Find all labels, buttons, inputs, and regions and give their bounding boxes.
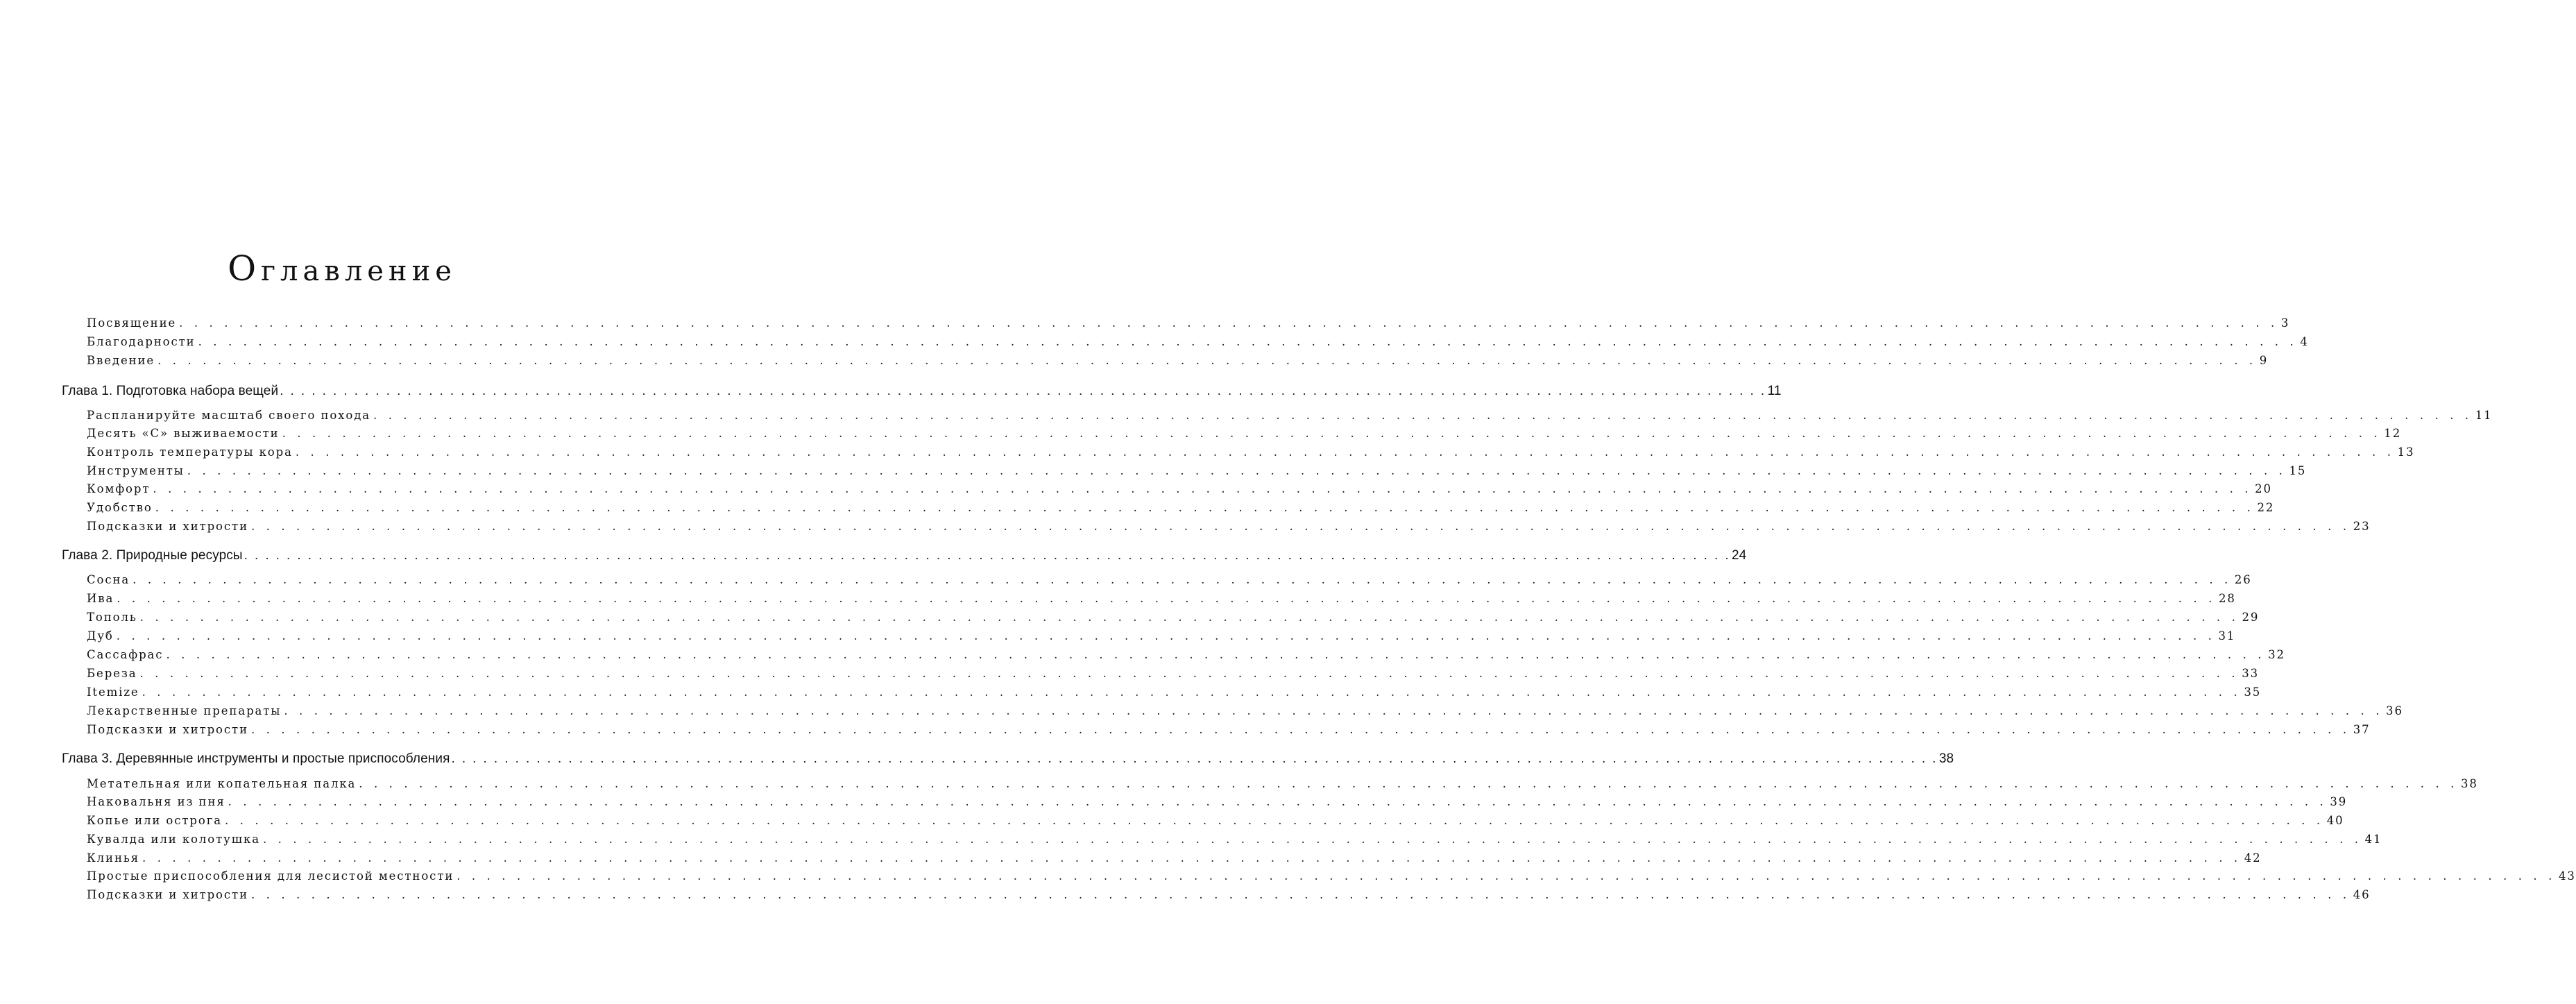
toc-entry[interactable] [87,795,2348,812]
toc-entry-page-number: 13 [2397,445,2415,459]
toc-entry-page-number: 32 [2268,648,2285,661]
toc-title-initial: О [228,248,262,289]
toc-entry-label: Береза [87,667,137,680]
dot-leader: . . . . . . . . . . . . . . . . . . . . . . . . . . . . . . . . . . . . . . . . . . . . . . . . . . . . . . . . . . . . . . . . . . . . . . . . . . . . . . . . . . . . . . . . . . . . . . . . . . . . . . . . . . . . . . . . . . . . . . . . . . . . . . . . . . . . . . . . . . . . [250,888,2351,901]
dot-leader: . . . . . . . . . . . . . . . . . . . . . . . . . . . . . . . . . . . . . . . . . . . . . . . . . . . . . . . . . . . . . . . . . . . . . . . . . . . . . . . . . . . . . . . . . . . . . . . . . . . . . . . . . . . . . . . . . . . . . . . . . . . . . . . . . . . . . . . . . . . . [153,482,2253,495]
dot-leader: . . . . . . . . . . . . . . . . . . . . . . . . . . . . . . . . . . . . . . . . . . . . . . . . . . . . . . . . . . . . . . . . . . . . . . . . . . . . . . . . . . . . . . . . . . . . . . . . . . . . . . . . . . . . . . . . . . . . . . . . . . . . . . . . . . . . . . . . . . . . [228,795,2328,808]
dot-leader: . . . . . . . . . . . . . . . . . . . . . . . . . . . . . . . . . . . . . . . . . . . . . . . . . . . . . . . . . . . . . . . . . . . . . . . . . . . . . . . . . . . . . . . . . . . . . . . . . . . . . . . . . . . . . . . . . . . . . . . . . . . . . . . . . . . . . . . . . . . . [250,520,2351,533]
chapter-heading[interactable] [62,548,1747,568]
toc-entry[interactable] [87,648,2285,665]
toc-entry[interactable] [87,316,2290,333]
toc-entry[interactable] [87,869,2576,886]
toc-entry-label: Удобство [87,501,153,514]
toc-entry-label: Посвящение [87,316,177,330]
toc-entry-page-number: 15 [2289,464,2307,477]
toc-entry[interactable] [87,409,2493,425]
toc-entry[interactable] [87,814,2344,831]
dot-leader: . . . . . . . . . . . . . . . . . . . . . . . . . . . . . . . . . . . . . . . . . . . . . . . . . . . . . . . . . . . . . . . . . . . . . . . . . . . . . . . . . . . . . . . . . . . . . . . . . . . . . . . . . . . . . . . . . . . . . . . . . . . . . . . . . . . . . . . . . . . . [373,409,2473,422]
dot-leader: . . . . . . . . . . . . . . . . . . . . . . . . . . . . . . . . . . . . . . . . . . . . . . . . . . . . . . . . . . . . . . . . . . . . . . . . . . . . . . . . . . . . . . . . . . . . . . . . . . . . . . . . . . . . . . . . . . . . . . . . . . . . . . . . . . . . . . . . . . . . [359,777,2459,790]
dot-leader: . . . . . . . . . . . . . . . . . . . . . . . . . . . . . . . . . . . . . . . . . . . . . . . . . . . . . . . . . . . . . . . . . . . . . . . . . . . . . . . . . . . . . . . . . . . . . . . . . . . . . . . . . . . . . . . . . . . . . . . . . . . . . . . . . . . . . . . . . . . . [117,592,2216,605]
toc-entry-page-number: 36 [2386,704,2403,717]
toc-entry-page-number: 42 [2244,851,2262,865]
toc-entry[interactable] [87,723,2371,740]
toc-entry-page-number: 31 [2218,629,2236,643]
toc-entry-page-number: 23 [2353,520,2371,533]
toc-entry[interactable] [87,445,2415,462]
toc-entry-label: Сассафрас [87,648,164,661]
chapter-heading[interactable] [62,751,1954,771]
toc-entry-label: Сосна [87,573,130,586]
toc-entry-page-number: 9 [2259,354,2269,367]
toc-entry-label: Копье или острога [87,814,222,827]
toc-entry-label: Тополь [87,611,137,624]
toc-entry-page-number: 20 [2255,482,2272,495]
toc-entry-label: Десять «С» выживаемости [87,427,280,440]
dot-leader: . . . . . . . . . . . . . . . . . . . . . . . . . . . . . . . . . . . . . . . . . . . . . . . . . . . . . . . . . . . . . . . . . . . . . . . . . . . . . . . . . . . . . . . . . . . . . . . . . . . . . . . . . . . . . . . . . . . . . . . . . . . . . . . . . . . . . . . . . . . . [179,316,2278,330]
chapter-heading-label: Глава 3. Деревянные инструменты и простые приспособления [62,751,450,766]
toc-entry-label: Инструменты [87,464,185,477]
toc-entry-page-number: 38 [2461,777,2478,790]
dot-leader: . . . . . . . . . . . . . . . . . . . . . . . . . . . . . . . . . . . . . . . . . . . . . . . . . . . . . . . . . . . . . . . . . . . . . . . . . . . . . . . . . . . . . . . . . . . . . . . . . . . . . . . . . . . . . . . . . . . . . . . . . . . . . . . . . . . . . . . . . . . . [139,667,2240,680]
toc-entry-page-number: 43 [2558,869,2576,883]
toc-entry-page-number: 26 [2234,573,2252,586]
chapter-heading-page-number: 24 [1732,548,1747,563]
toc-entry-page-number: 35 [2244,686,2262,699]
chapter-heading[interactable] [62,384,1782,403]
chapter-heading-label: Глава 1. Подготовка набора вещей [62,384,279,398]
dot-leader: . . . . . . . . . . . . . . . . . . . . . . . . . . . . . . . . . . . . . . . . . . . . . . . . . . . . . . . . . . . . . . . . . . . . . . . . . . . . . . . . . . . . . . . . . . . . . . . . . . . . . . . . . . . . . . . . . . . . . . . . . . . . . . . . . . . . . . . . . . . . [295,445,2395,459]
toc-entry[interactable] [87,888,2371,905]
toc-entry-label: Подсказки и хитрости [87,888,248,901]
dot-leader: . . . . . . . . . . . . . . . . . . . . . . . . . . . . . . . . . . . . . . . . . . . . . . . . . . . . . . . . . . . . . . . . . . . . . . . . . . . . . . . . . . . . . . . . . . . . . . . . . . . . . . . . . . . . . . . . . . . . . . . . . . . . . . . . . . . . . . . . . . . . [155,501,2255,514]
toc-entry-label: Дуб [87,629,114,643]
toc-entry-page-number: 46 [2353,888,2371,901]
toc-entry[interactable] [87,501,2275,518]
dot-leader: . . . . . . . . . . . . . . . . . . . . . . . . . . . . . . . . . . . . . . . . . . . . . . . . . . . . . . . . . . . . . . . . . . . . . . . . . . . . . . . . . . . . . . . . . . . . . . . . . . . . . . . . . . . . . . . . . . . . . . . . . . . . . . . . . . . . . . . . . . . . [187,464,2287,477]
toc-entry[interactable] [87,851,2262,868]
toc-entry-page-number: 40 [2326,814,2344,827]
toc-entry-label: Простые приспособления для лесистой местности [87,869,454,883]
dot-leader: . . . . . . . . . . . . . . . . . . . . . . . . . . . . . . . . . . . . . . . . . . . . . . . . . . . . . . . . . . . . . . . . . . . . . . . . . . . . . . . . . . . . . . . . . . . . . . . . . . . . . . . . . . . . . . . . . . . . . . . . . . . . . . . . . . . . . . . . . . . . [282,427,2382,440]
toc-entry-label: Подсказки и хитрости [87,520,248,533]
toc-entry-label: Комфорт [87,482,151,495]
dot-leader: . . . . . . . . . . . . . . . . . . . . . . . . . . . . . . . . . . . . . . . . . . . . . . . . . . . . . . . . . . . . . . . . . . . . . . . . . . . . . . . . . . . . . . . . . . . . . . . . . . . . . . . . . . . . . . . . . . . . . . . . . . . . . . . . . . . . . . . . . . . . [198,335,2298,348]
dot-leader: . . . . . . . . . . . . . . . . . . . . . . . . . . . . . . . . . . . . . . . . . . . . . . . . . . . . . . . . . . . . . . . . . . . . . . . . . . . . . . . . . . . . . . . . . . . . . . . . . . . . . . . . . . . . . . . . . . . . . . . . . . . . . . . . . . . . . . . . . . . . [133,573,2232,586]
toc-entry[interactable] [87,335,2309,352]
toc-entry[interactable] [87,667,2259,683]
toc-entry[interactable] [87,833,2382,849]
toc-entry[interactable] [87,573,2252,590]
dot-leader: . . . . . . . . . . . . . . . . . . . . . . . . . . . . . . . . . . . . . . . . . . . . . . . . . . . . . . . . . . . . . . . . . . . . . . . . . . . . . . . . . . . . . . . . . . . . . . . . . . . . . . . . . . . . . . . . . . . . . . . . . . . . . . . . . . . . . . . . . . . . [262,833,2362,846]
toc-entry-label: Ива [87,592,114,605]
dot-leader: . . . . . . . . . . . . . . . . . . . . . . . . . . . . . . . . . . . . . . . . . . . . . . . . . . . . . . . . . . . . . . . . . . . . . . . . . . . . . . . . . . . . . . . . . . . . . . . . . . . . . . . . . . . . . . . . . . . . . . . . . . . . . . . . . . . . . . . . . . . . [451,751,1938,766]
chapter-heading-page-number: 11 [1767,384,1782,398]
toc-entry[interactable] [87,354,2269,371]
toc-entry[interactable] [87,520,2371,536]
dot-leader: . . . . . . . . . . . . . . . . . . . . . . . . . . . . . . . . . . . . . . . . . . . . . . . . . . . . . . . . . . . . . . . . . . . . . . . . . . . . . . . . . . . . . . . . . . . . . . . . . . . . . . . . . . . . . . . . . . . . . . . . . . . . . . . . . . . . . . . . . . . . [225,814,2324,827]
dot-leader: . . . . . . . . . . . . . . . . . . . . . . . . . . . . . . . . . . . . . . . . . . . . . . . . . . . . . . . . . . . . . . . . . . . . . . . . . . . . . . . . . . . . . . . . . . . . . . . . . . . . . . . . . . . . . . . . . . . . . . . . . . . . . . . . . . . . . . . . . . . . [139,611,2240,624]
toc-entry[interactable] [87,777,2478,794]
dot-leader: . . . . . . . . . . . . . . . . . . . . . . . . . . . . . . . . . . . . . . . . . . . . . . . . . . . . . . . . . . . . . . . . . . . . . . . . . . . . . . . . . . . . . . . . . . . . . . . . . . . . . . . . . . . . . . . . . . . . . . . . . . . . . . . . . . . . . . . . . . . . [280,384,1766,398]
dot-leader: . . . . . . . . . . . . . . . . . . . . . . . . . . . . . . . . . . . . . . . . . . . . . . . . . . . . . . . . . . . . . . . . . . . . . . . . . . . . . . . . . . . . . . . . . . . . . . . . . . . . . . . . . . . . . . . . . . . . . . . . . . . . . . . . . . . . . . . . . . . . [142,686,2242,699]
dot-leader: . . . . . . . . . . . . . . . . . . . . . . . . . . . . . . . . . . . . . . . . . . . . . . . . . . . . . . . . . . . . . . . . . . . . . . . . . . . . . . . . . . . . . . . . . . . . . . . . . . . . . . . . . . . . . . . . . . . . . . . . . . . . . . . . . . . . . . . . . . . . [457,869,2556,883]
toc-entry-label: Благодарности [87,335,196,348]
toc-entry-page-number: 29 [2242,611,2260,624]
toc-entry-page-number: 41 [2364,833,2382,846]
toc-entry[interactable] [87,611,2260,627]
toc-entry-page-number: 33 [2242,667,2259,680]
dot-leader: . . . . . . . . . . . . . . . . . . . . . . . . . . . . . . . . . . . . . . . . . . . . . . . . . . . . . . . . . . . . . . . . . . . . . . . . . . . . . . . . . . . . . . . . . . . . . . . . . . . . . . . . . . . . . . . . . . . . . . . . . . . . . . . . . . . . . . . . . . . . [166,648,2266,661]
chapter-heading-page-number: 38 [1938,751,1954,766]
dot-leader: . . . . . . . . . . . . . . . . . . . . . . . . . . . . . . . . . . . . . . . . . . . . . . . . . . . . . . . . . . . . . . . . . . . . . . . . . . . . . . . . . . . . . . . . . . . . . . . . . . . . . . . . . . . . . . . . . . . . . . . . . . . . . . . . . . . . . . . . . . . . [250,723,2351,736]
toc-entry-label: Наковальня из пня [87,795,225,808]
toc-entry[interactable] [87,686,2262,702]
toc-entry-label: Подсказки и хитрости [87,723,248,736]
toc-entry[interactable] [87,592,2236,609]
toc-entry-label: Распланируйте масштаб своего похода [87,409,371,422]
dot-leader: . . . . . . . . . . . . . . . . . . . . . . . . . . . . . . . . . . . . . . . . . . . . . . . . . . . . . . . . . . . . . . . . . . . . . . . . . . . . . . . . . . . . . . . . . . . . . . . . . . . . . . . . . . . . . . . . . . . . . . . . . . . . . . . . . . . . . . . . . . . . [142,851,2242,865]
chapter-heading-label: Глава 2. Природные ресурсы [62,548,243,563]
toc-entry-label: Метательная или копательная палка [87,777,357,790]
dot-leader: . . . . . . . . . . . . . . . . . . . . . . . . . . . . . . . . . . . . . . . . . . . . . . . . . . . . . . . . . . . . . . . . . . . . . . . . . . . . . . . . . . . . . . . . . . . . . . . . . . . . . . . . . . . . . . . . . . . . . . . . . . . . . . . . . . . . . . . . . . . . [157,354,2257,367]
toc-entry[interactable] [87,629,2236,646]
toc-entry-page-number: 39 [2330,795,2348,808]
toc-entry-page-number: 3 [2280,316,2290,330]
toc-entry-label: Itemize [87,686,139,699]
toc-entry[interactable] [87,704,2403,721]
dot-leader: . . . . . . . . . . . . . . . . . . . . . . . . . . . . . . . . . . . . . . . . . . . . . . . . . . . . . . . . . . . . . . . . . . . . . . . . . . . . . . . . . . . . . . . . . . . . . . . . . . . . . . . . . . . . . . . . . . . . . . . . . . . . . . . . . . . . . . . . . . . . [116,629,2216,643]
toc-entry[interactable] [87,482,2272,499]
toc-entry-label: Введение [87,354,155,367]
toc-entry-label: Лекарственные препараты [87,704,282,717]
toc-entry[interactable] [87,464,2307,481]
toc-entry-label: Клинья [87,851,140,865]
toc-entry-page-number: 28 [2218,592,2236,605]
toc-entry-page-number: 22 [2257,501,2275,514]
toc-title-rest: главление [261,255,457,287]
toc-entry-page-number: 12 [2384,427,2402,440]
toc-entry-page-number: 11 [2475,409,2493,422]
dot-leader: . . . . . . . . . . . . . . . . . . . . . . . . . . . . . . . . . . . . . . . . . . . . . . . . . . . . . . . . . . . . . . . . . . . . . . . . . . . . . . . . . . . . . . . . . . . . . . . . . . . . . . . . . . . . . . . . . . . . . . . . . . . . . . . . . . . . . . . . . . . . [284,704,2384,717]
toc-entry[interactable] [87,427,2402,443]
toc-entry-label: Кувалда или колотушка [87,833,260,846]
toc-entry-page-number: 4 [2300,335,2309,348]
toc-entry-page-number: 37 [2353,723,2371,736]
toc-entry-label: Контроль температуры кора [87,445,293,459]
dot-leader: . . . . . . . . . . . . . . . . . . . . . . . . . . . . . . . . . . . . . . . . . . . . . . . . . . . . . . . . . . . . . . . . . . . . . . . . . . . . . . . . . . . . . . . . . . . . . . . . . . . . . . . . . . . . . . . . . . . . . . . . . . . . . . . . . . . . . . . . . . . . [244,548,1730,563]
